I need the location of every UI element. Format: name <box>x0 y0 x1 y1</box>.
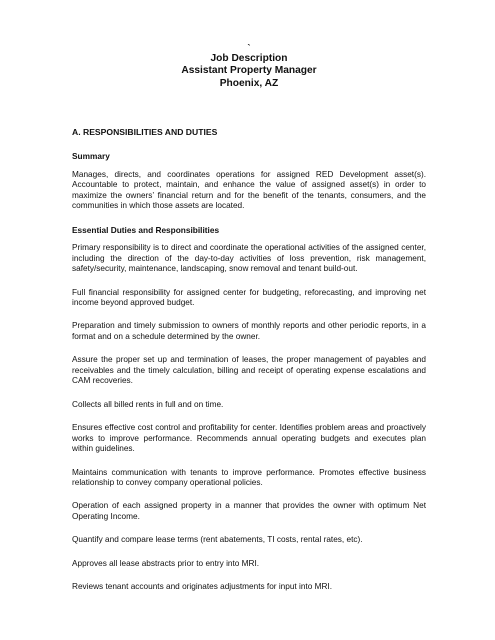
essential-duties-heading: Essential Duties and Responsibilities <box>72 224 220 235</box>
document-title-block <box>72 44 426 90</box>
duty-paragraph: Ensures effective cost control and profitability for center. Identifies problem areas and proactively works to improve performance. Recommends annual operating budgets and executes plan within guidelines. <box>72 423 426 454</box>
section-heading: A. RESPONSIBILITIES AND DUTIES <box>72 127 218 138</box>
duty-paragraph: Preparation and timely submission to owners of monthly reports and other periodic reports, in a format and on a schedule determined by the owner. <box>72 321 426 341</box>
summary-paragraph: Manages, directs, and coordinates operations for assigned RED Development asset(s). Accountable to protect, maintain, and enhance the value of assigned asset(s) in order to maximize the owners’ financial return and for the benefit of the tenants, consumers, and the communities in which those assets are located. <box>72 169 426 211</box>
document-page <box>72 44 426 593</box>
duty-paragraph: Operation of each assigned property in a manner that provides the owner with optimum Net Operating Income. <box>72 501 426 521</box>
duty-paragraph: Full financial responsibility for assigned center for budgeting, reforecasting, and improving net income beyond approved budget. <box>72 287 426 308</box>
duty-paragraph: Primary responsibility is to direct and coordinate the operational activities of the assigned center, including the direction of the day-to-day activities of loss prevention, risk management, safety/security, maintenance, landscaping, snow removal and tenant build-out. <box>72 243 426 274</box>
header-mark: ` <box>247 43 251 53</box>
summary-heading: Summary <box>72 151 110 162</box>
document-title: Job Description <box>210 53 288 64</box>
position-title: Assistant Property Manager <box>181 65 317 77</box>
location: Phoenix, AZ <box>219 77 279 89</box>
duty-paragraph: Collects all billed rents in full and on time. <box>72 399 224 409</box>
duty-paragraph: Approves all lease abstracts prior to entry into MRI. <box>72 558 260 568</box>
duty-paragraph: Quantify and compare lease terms (rent abatements, TI costs, rental rates, etc). <box>72 535 363 545</box>
duty-paragraph: Maintains communication with tenants to improve performance. Promotes effective business relationship to convey company operational policies. <box>72 467 426 488</box>
duty-paragraph: Reviews tenant accounts and originates adjustments for input into MRI. <box>72 582 333 592</box>
duty-paragraph: Assure the proper set up and termination of leases, the proper management of payables and receivables and the timely calculation, billing and receipt of operating expense escalations and CAM recoveries. <box>72 355 426 386</box>
